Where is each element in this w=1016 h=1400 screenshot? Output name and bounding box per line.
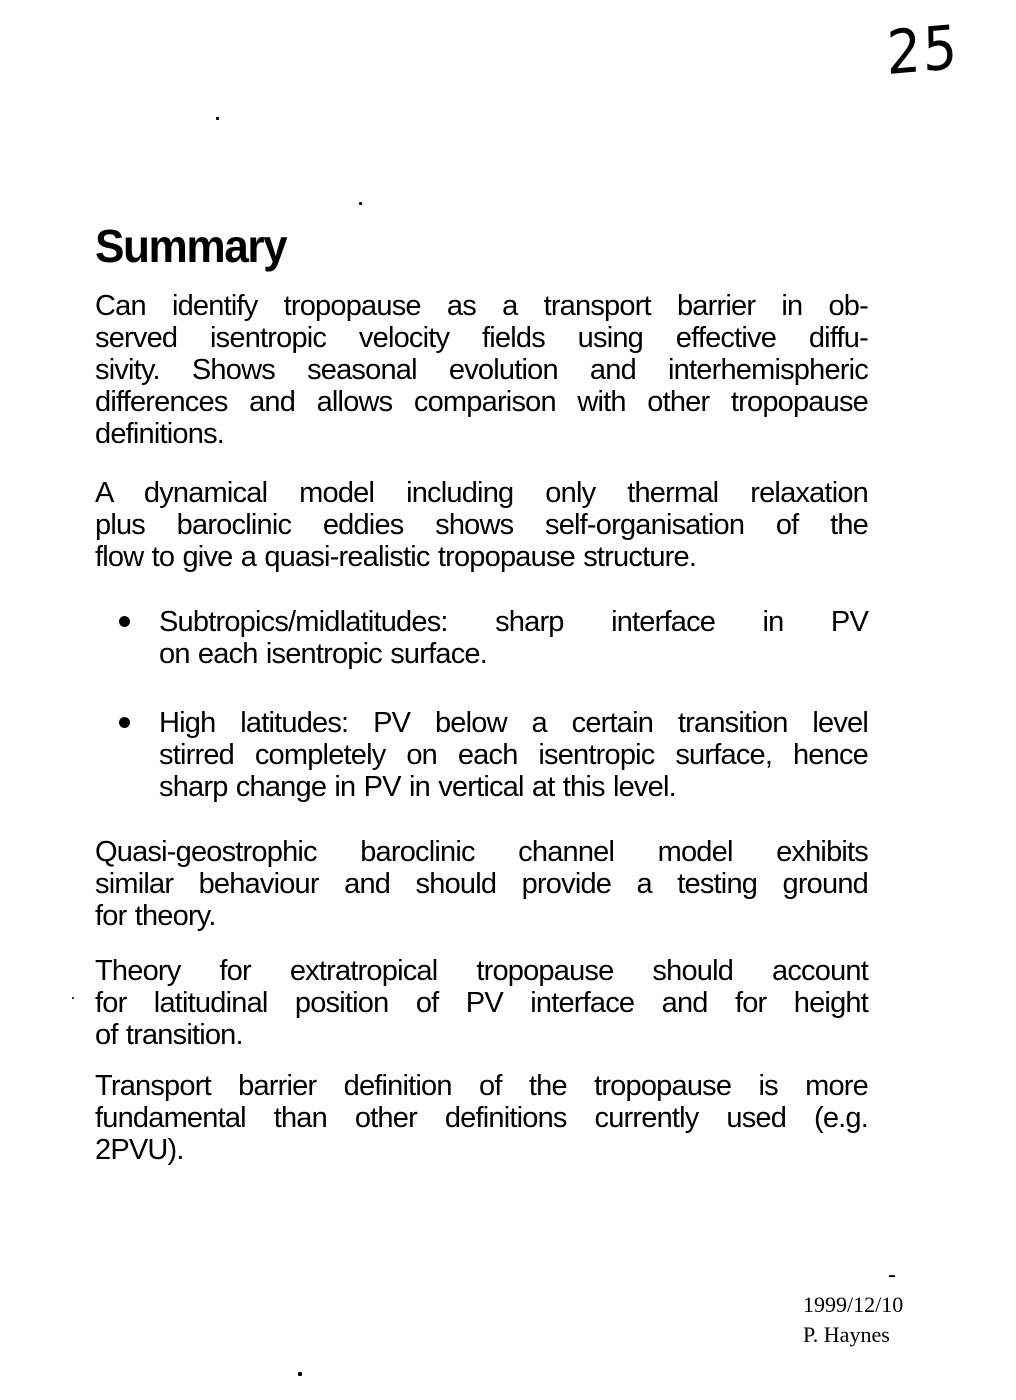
page-title: Summary	[95, 220, 287, 272]
text-line: sivity. Shows seasonal evolution and interhemispheric	[95, 354, 868, 386]
text-line: for latitudinal position of PV interface and for height	[95, 987, 868, 1019]
ink-speck	[72, 997, 74, 999]
ink-speck	[216, 117, 219, 120]
bullet-icon	[119, 616, 130, 627]
text-lines	[159, 707, 868, 803]
text-line: Can identify tropopause as a transport barrier in ob-	[95, 290, 868, 322]
text-line: differences and allows comparison with other tropopause	[95, 386, 868, 418]
paragraph	[95, 290, 868, 450]
text-line: High latitudes: PV below a certain transition level	[159, 707, 868, 739]
text-line: A dynamical model including only thermal relaxation	[95, 477, 868, 509]
ink-speck	[359, 202, 362, 205]
text-line: flow to give a quasi-realistic tropopause structure.	[95, 541, 697, 573]
paragraph	[95, 1070, 868, 1166]
text-line: served isentropic velocity fields using effective diffu-	[95, 322, 868, 354]
bullet-item	[95, 707, 868, 803]
text-line: Subtropics/midlatitudes: sharp interface in PV	[159, 606, 868, 638]
text-line: similar behaviour and should provide a testing ground	[95, 868, 868, 900]
footer-date: 1999/12/10	[803, 1292, 904, 1317]
text-line: stirred completely on each isentropic surface, hence	[159, 739, 868, 771]
slide-content	[95, 222, 868, 1166]
paragraph	[95, 955, 868, 1051]
footer-author: P. Haynes	[803, 1322, 890, 1347]
text-line: of transition.	[95, 1019, 243, 1051]
bullet-icon	[119, 717, 130, 728]
paragraph	[95, 836, 868, 932]
content-blocks	[95, 290, 868, 1166]
text-line: fundamental than other definitions currently used (e.g.	[95, 1102, 868, 1134]
bullet-item	[95, 606, 868, 670]
footer	[803, 1290, 903, 1350]
text-lines	[95, 290, 868, 450]
stray-dash-mark: -	[888, 1262, 896, 1288]
text-line: on each isentropic surface.	[159, 638, 487, 670]
ink-speck	[298, 1372, 302, 1376]
handwritten-page-number: 25	[886, 11, 960, 89]
text-line: definitions.	[95, 418, 225, 450]
text-line: for theory.	[95, 900, 216, 932]
text-line: Quasi-geostrophic baroclinic channel model exhibits	[95, 836, 868, 868]
text-line: 2PVU).	[95, 1134, 184, 1166]
text-line: Transport barrier definition of the tropopause is more	[95, 1070, 868, 1102]
text-line: sharp change in PV in vertical at this level.	[159, 771, 676, 803]
text-line: Theory for extratropical tropopause should account	[95, 955, 868, 987]
text-lines	[95, 836, 868, 932]
text-lines	[95, 477, 868, 573]
paragraph	[95, 477, 868, 573]
text-lines	[159, 606, 868, 670]
text-lines	[95, 1070, 868, 1166]
text-line: plus baroclinic eddies shows self-organisation of the	[95, 509, 868, 541]
text-lines	[95, 955, 868, 1051]
